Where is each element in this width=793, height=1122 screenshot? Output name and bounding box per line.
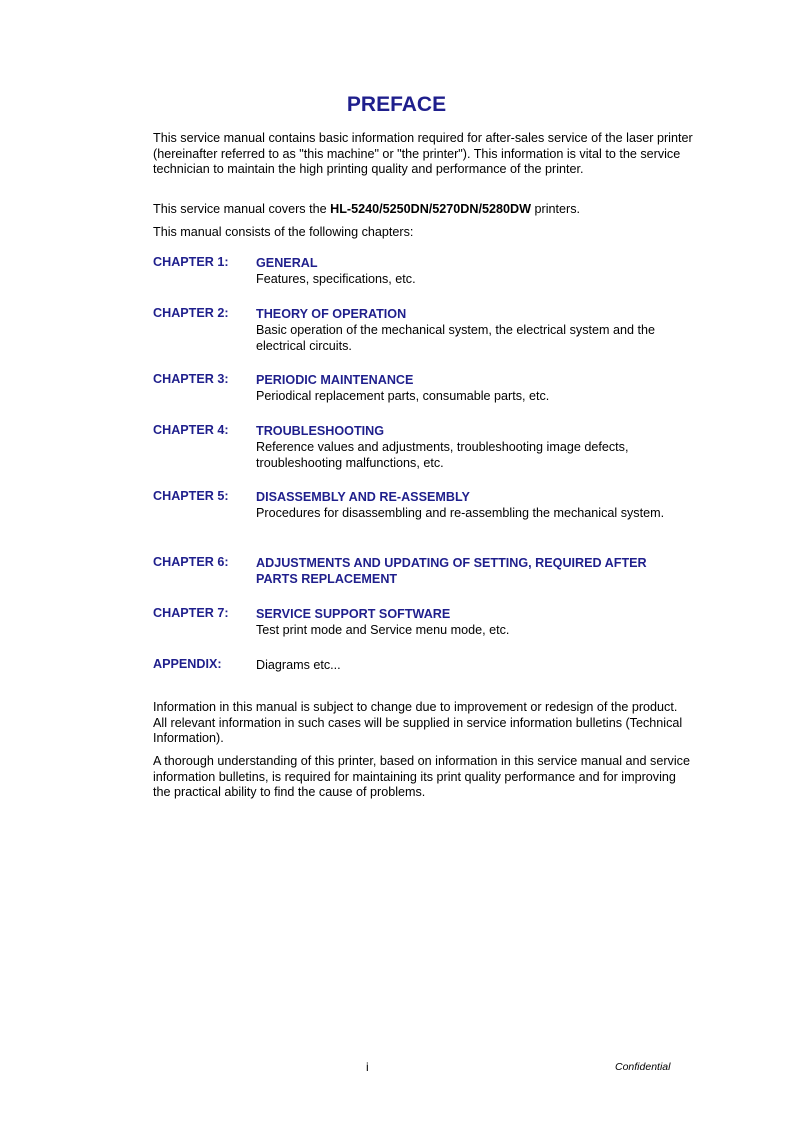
intro-paragraph-3: This manual consists of the following chapters: (153, 225, 414, 239)
chapter-label: CHAPTER 5: (153, 489, 229, 503)
intro-paragraph-1: This service manual contains basic information required for after-sales service of the laser printer (hereinafter referred to as "this machine" or "the printer"). This information is vital to the service technician to maintain the high printing quality and performance of the printer. (153, 131, 693, 177)
chapter-description: Reference values and adjustments, troubleshooting image defects, troubleshooting malfunctions, etc. (256, 440, 629, 470)
chapter-title: TROUBLESHOOTING (256, 424, 385, 438)
model-numbers: HL-5240/5250DN/5270DN/5280DW (330, 202, 531, 216)
chapter-title: SERVICE SUPPORT SOFTWARE (256, 607, 451, 621)
page-title: PREFACE (346, 93, 447, 116)
appendix-label: APPENDIX: (153, 657, 222, 671)
appendix-description: Diagrams etc... (256, 658, 341, 672)
chapter-title: THEORY OF OPERATION (256, 307, 407, 321)
intro-paragraph-2 (153, 202, 693, 218)
chapter-description: Features, specifications, etc. (256, 272, 416, 286)
chapter-title: GENERAL (256, 256, 318, 270)
closing-paragraph-1: Information in this manual is subject to change due to improvement or redesign of the product. All relevant information in such cases will be supplied in service information bulletins (Technical Information). (153, 700, 683, 746)
chapter-label: CHAPTER 4: (153, 423, 229, 437)
chapter-label: CHAPTER 1: (153, 255, 229, 269)
chapter-label: CHAPTER 3: (153, 372, 229, 386)
closing-paragraph-2: A thorough understanding of this printer, based on information in this service manual and service information bulletins, is required for maintaining its print quality performance and for improving the practical ability to find the cause of problems. (153, 754, 690, 800)
chapter-title: DISASSEMBLY AND RE-ASSEMBLY (256, 490, 470, 504)
chapter-description: Test print mode and Service menu mode, etc. (256, 623, 510, 637)
chapter-title: ADJUSTMENTS AND UPDATING OF SETTING, REQUIRED AFTER PARTS REPLACEMENT (256, 556, 647, 586)
chapter-description: Procedures for disassembling and re-assembling the mechanical system. (256, 506, 665, 520)
intro-p2-suffix: printers. (531, 202, 580, 216)
intro-p2-prefix: This service manual covers the (153, 202, 331, 216)
chapter-label: CHAPTER 7: (153, 606, 229, 620)
chapter-description: Periodical replacement parts, consumable parts, etc. (256, 389, 550, 403)
chapter-title: PERIODIC MAINTENANCE (256, 373, 414, 387)
chapter-description: Basic operation of the mechanical system, the electrical system and the electrical circuits. (256, 323, 655, 353)
page-number: i (366, 1060, 369, 1074)
chapter-label: CHAPTER 6: (153, 555, 229, 569)
confidential-label: Confidential (615, 1061, 671, 1073)
chapter-label: CHAPTER 2: (153, 306, 229, 320)
